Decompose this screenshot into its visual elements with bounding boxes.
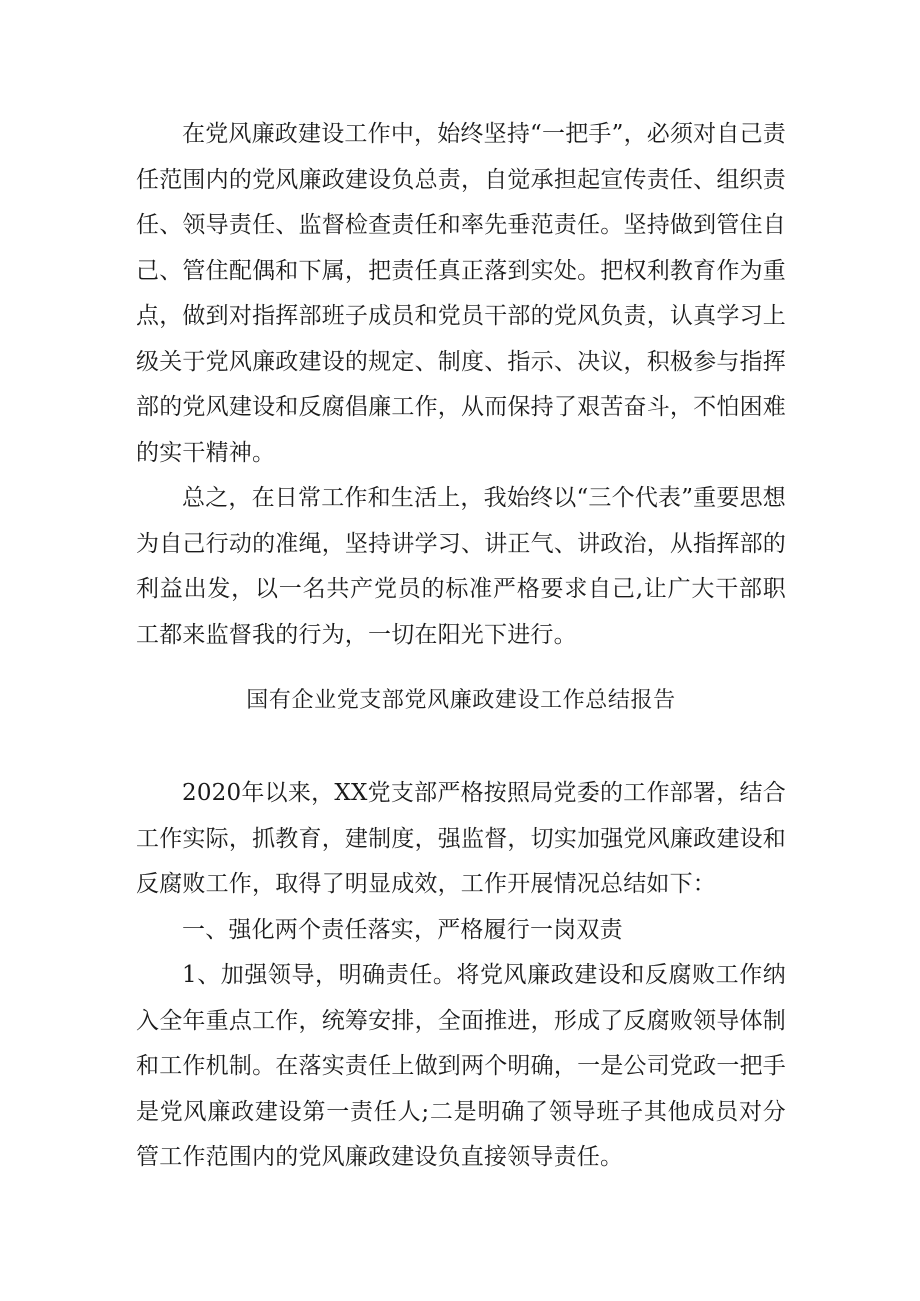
paragraph-intro: 2020年以来，XX党支部严格按照局党委的工作部署，结合工作实际，抓教育，建制度，强监督，切实加强党风廉政建设和反腐败工作，取得了明显成效，工作开展情况总结如下： (136, 780, 786, 897)
report-title: 国有企业党支部党风廉政建设工作总结报告 (246, 688, 676, 713)
paragraph-summary: 总之，在日常工作和生活上，我始终以“三个代表”重要思想为自己行动的准绳，坚持讲学习、讲正气、讲政治，从指挥部的利益出发，以一名共产党员的标准严格要求自己,让广大干部职工都来监督我的行为，一切在阳光下进行。 (136, 485, 786, 648)
report-body (136, 771, 786, 1181)
section-heading: 一、强化两个责任落实，严格履行一岗双责 (182, 916, 623, 943)
previous-section (136, 112, 786, 658)
document-page (136, 112, 786, 1170)
paragraph-leadership: 1、加强领导，明确责任。将党风廉政建设和反腐败工作纳入全年重点工作，统筹安排，全面推进，形成了反腐败领导体制和工作机制。在落实责任上做到两个明确，一是公司党政一把手是党风廉政建设第一责任人;二是明确了领导班子其他成员对分管工作范围内的党风廉政建设负直接领导责任。 (136, 962, 786, 1170)
paragraph-responsibility: 在党风廉政建设工作中，始终坚持“一把手”，必须对自己责任范围内的党风廉政建设负总责，自觉承担起宣传责任、组织责任、领导责任、监督检查责任和率先垂范责任。坚持做到管住自己、管住配偶和下属，把责任真正落到实处。把权利教育作为重点，做到对指挥部班子成员和党员干部的党风负责，认真学习上级关于党风廉政建设的规定、制度、指示、决议，积极参与指挥部的党风建设和反腐倡廉工作，从而保持了艰苦奋斗，不怕困难的实干精神。 (136, 121, 786, 466)
